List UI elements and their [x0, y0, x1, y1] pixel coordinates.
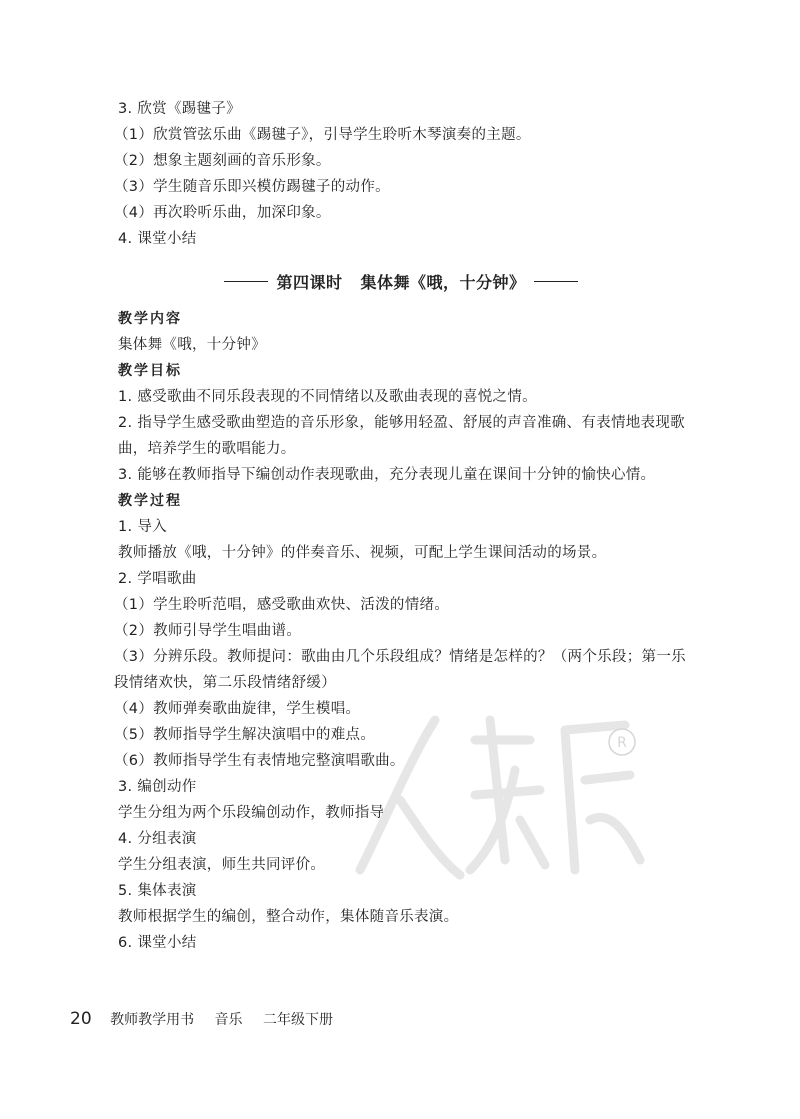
process-item: （6）教师指导学生有表情地完整演唱歌曲。 — [114, 753, 405, 769]
footer-grade: 二年级下册 — [263, 1012, 333, 1028]
process-item: （1）学生聆听范唱，感受歌曲欢快、活泼的情绪。 — [114, 597, 450, 613]
process-item: （4）教师弹奏歌曲旋律，学生模唱。 — [114, 701, 361, 717]
page-content — [114, 96, 688, 956]
process-text: 学生分组为两个乐段编创动作，教师指导。 — [118, 805, 400, 821]
process-step: 1. 导入 — [118, 519, 167, 535]
lesson-title — [114, 266, 688, 296]
step-item: （1）欣赏管弦乐曲《踢毽子》，引导学生聆听木琴演奏的主题。 — [114, 127, 531, 143]
page-footer — [70, 1009, 333, 1029]
title-rule-left — [224, 281, 268, 282]
process-item: （2）教师引导学生唱曲谱。 — [114, 623, 302, 639]
section-heading-content: 教学内容 — [118, 311, 182, 327]
section-heading-goals: 教学目标 — [118, 363, 182, 379]
process-text: 学生分组表演，师生共同评价。 — [118, 857, 326, 873]
process-step: 3. 编创动作 — [118, 779, 197, 795]
process-step: 6. 课堂小结 — [118, 935, 197, 951]
process-text: 教师根据学生的编创，整合动作，集体随音乐表演。 — [118, 909, 459, 925]
page-number: 20 — [70, 1009, 92, 1029]
step-item: （2）想象主题刻画的音乐形象。 — [114, 153, 331, 169]
process-item: （3）分辨乐段。教师提问：歌曲由几个乐段组成？情绪是怎样的？（两个乐段；第一乐段情绪欢快，第二乐段情绪舒缓） — [114, 649, 686, 691]
process-step: 4. 分组表演 — [118, 831, 197, 847]
lesson-name: 集体舞《哦，十分钟》 — [360, 272, 526, 292]
footer-book: 教师教学用书 — [110, 1012, 195, 1028]
step-item: （4）再次聆听乐曲，加深印象。 — [114, 205, 331, 221]
step-heading: 3. 欣赏《踢毽子》 — [118, 101, 241, 117]
goal-item: 3. 能够在教师指导下编创动作表现歌曲，充分表现儿童在课间十分钟的愉快心情。 — [118, 467, 656, 483]
footer-subject: 音乐 — [214, 1012, 243, 1028]
process-item: （5）教师指导学生解决演唱中的难点。 — [114, 727, 376, 743]
process-step: 5. 集体表演 — [118, 883, 197, 899]
goal-item: 1. 感受歌曲不同乐段表现的不同情绪以及歌曲表现的喜悦之情。 — [118, 389, 537, 405]
process-step: 2. 学唱歌曲 — [118, 571, 197, 587]
process-text: 教师播放《哦，十分钟》的伴奏音乐、视频，可配上学生课间活动的场景。 — [118, 545, 607, 561]
title-rule-right — [534, 281, 578, 282]
section-heading-process: 教学过程 — [118, 493, 182, 509]
lesson-number: 第四课时 — [276, 272, 343, 292]
section-text: 集体舞《哦，十分钟》 — [118, 337, 266, 353]
step-item: （3）学生随音乐即兴模仿踢毽子的动作。 — [114, 179, 390, 195]
goal-item: 2. 指导学生感受歌曲塑造的音乐形象，能够用轻盈、舒展的声音准确、有表情地表现歌曲，培养学生的歌唱能力。 — [118, 415, 685, 457]
svg-text:R: R — [617, 735, 627, 751]
step-heading: 4. 课堂小结 — [118, 231, 197, 247]
